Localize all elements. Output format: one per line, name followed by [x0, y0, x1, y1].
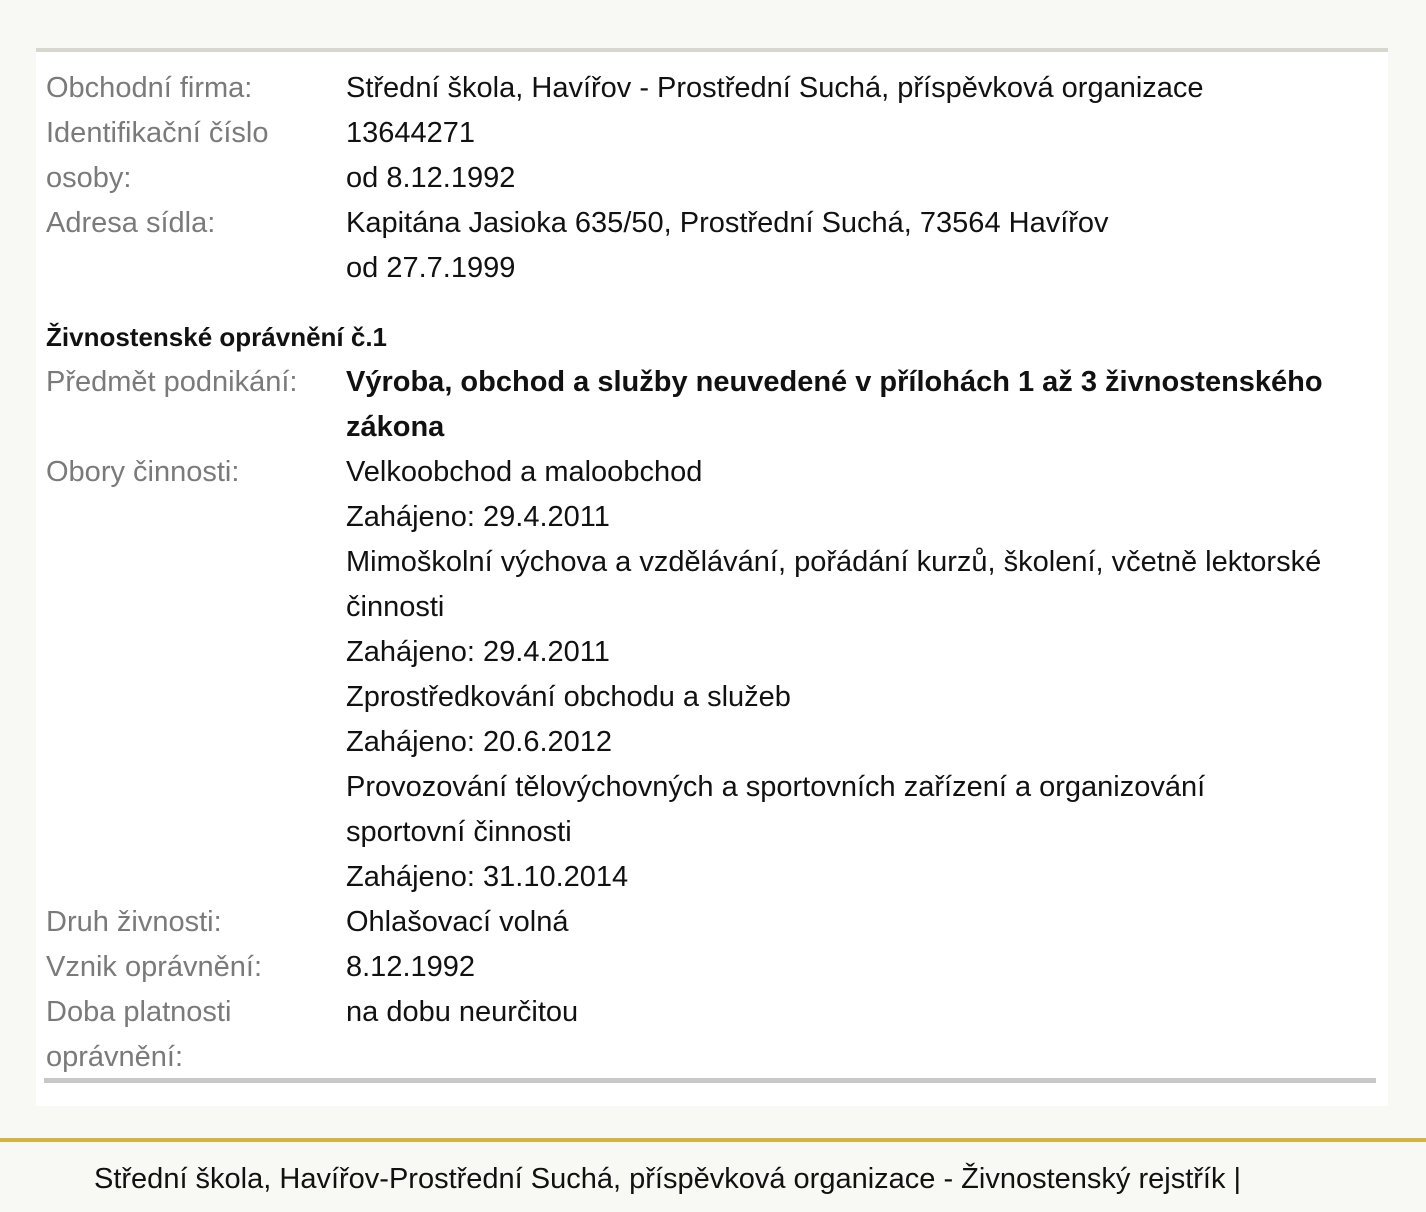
company-name-value: Střední škola, Havířov - Prostřední Suchá, příspěvková organizace [346, 72, 1204, 104]
bottom-divider [44, 1078, 1376, 1083]
trade-type-row [46, 900, 1376, 945]
fields-label: Obory činnosti: [46, 456, 240, 488]
trade-type-label: Druh živnosti: [46, 906, 222, 938]
company-ico-label-line-2: osoby: [46, 162, 132, 194]
trade-type-value: Ohlašovací volná [346, 906, 569, 938]
company-ico-row [46, 111, 1376, 201]
registry-content [46, 66, 1376, 1080]
origin-value: 8.12.1992 [346, 951, 476, 983]
field-item-continued: činnosti [346, 591, 445, 623]
company-address-row [46, 201, 1376, 291]
validity-label-line-2: oprávnění: [46, 1041, 184, 1073]
footer-text: Střední škola, Havířov-Prostřední Suchá, příspěvková organizace - Živnostenský rejstřík | [94, 1163, 1242, 1195]
field-item: Velkoobchod a maloobchod [346, 456, 703, 488]
field-started: Zahájeno: 29.4.2011 [346, 501, 610, 533]
company-name-label: Obchodní firma: [46, 72, 253, 104]
company-ico-number: 13644271 [346, 117, 476, 149]
field-item-continued: sportovní činnosti [346, 816, 572, 848]
company-address-label: Adresa sídla: [46, 207, 216, 239]
company-address-text: Kapitána Jasioka 635/50, Prostřední Suchá, 73564 Havířov [346, 207, 1109, 239]
company-ico-value [346, 111, 1376, 201]
field-item: Mimoškolní výchova a vzdělávání, pořádání kurzů, školení, včetně lektorské [346, 546, 1322, 578]
trade-license-title: Živnostenské oprávnění č.1 [46, 322, 388, 352]
company-name-row [46, 66, 1376, 111]
field-started: Zahájeno: 31.10.2014 [346, 861, 629, 893]
fields-row [46, 450, 1376, 900]
subject-label: Předmět podnikání: [46, 366, 298, 398]
company-ico-since: od 8.12.1992 [346, 162, 516, 194]
company-address-value [346, 201, 1376, 291]
validity-value: na dobu neurčitou [346, 996, 579, 1028]
validity-label [46, 990, 346, 1080]
validity-label-line-1: Doba platnosti [46, 996, 232, 1028]
field-started: Zahájeno: 29.4.2011 [346, 636, 610, 668]
subject-row [46, 360, 1376, 450]
fields-list [346, 450, 1376, 900]
subject-value-line-2: zákona [346, 411, 445, 443]
origin-row [46, 945, 1376, 990]
field-started: Zahájeno: 20.6.2012 [346, 726, 613, 758]
field-item: Zprostředkování obchodu a služeb [346, 681, 791, 713]
origin-label: Vznik oprávnění: [46, 951, 263, 983]
company-ico-label [46, 111, 346, 201]
subject-value-line-1: Výroba, obchod a služby neuvedené v přílohách 1 až 3 živnostenského [346, 366, 1323, 398]
registry-panel [36, 48, 1388, 1106]
footer [0, 1138, 1426, 1212]
subject-value [346, 360, 1376, 450]
company-address-since: od 27.7.1999 [346, 252, 516, 284]
field-item: Provozování tělovýchovných a sportovních zařízení a organizování [346, 771, 1206, 803]
validity-row [46, 990, 1376, 1080]
company-ico-label-line-1: Identifikační číslo [46, 117, 269, 149]
